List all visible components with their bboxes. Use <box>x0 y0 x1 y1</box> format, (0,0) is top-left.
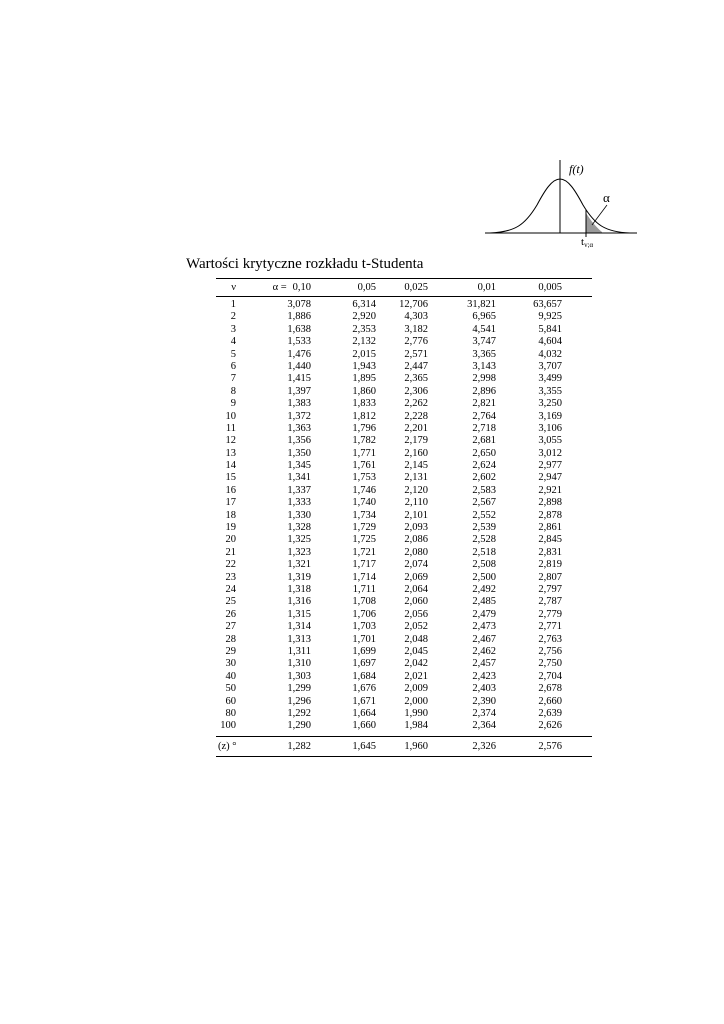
z-cell: 1,645 <box>352 740 376 752</box>
value-cell: 1,714 <box>352 571 376 583</box>
df-cell: 27 <box>225 621 236 633</box>
value-cell: 2,518 <box>472 546 496 558</box>
value-cell: 1,356 <box>287 435 311 447</box>
value-cell: 2,120 <box>404 484 428 496</box>
value-cell: 2,756 <box>538 645 562 657</box>
table-row <box>216 596 592 608</box>
alpha-eq-label: α = <box>272 282 287 293</box>
table-row <box>216 708 592 720</box>
value-cell: 1,319 <box>287 571 311 583</box>
value-cell: 2,624 <box>472 460 496 472</box>
table-row <box>216 621 592 633</box>
value-cell: 2,678 <box>538 683 562 695</box>
table-row <box>216 634 592 646</box>
header-alpha-value: 0,10 <box>292 282 311 293</box>
z-cell: 1,960 <box>404 740 428 752</box>
value-cell: 1,310 <box>287 658 311 670</box>
value-cell: 1,533 <box>287 336 311 348</box>
value-cell: 2,403 <box>472 683 496 695</box>
header-alpha-2: 0,05 <box>357 282 376 293</box>
header-alpha-3: 0,025 <box>404 282 428 293</box>
z-cell: 2,576 <box>538 740 562 752</box>
value-cell: 3,182 <box>404 323 428 335</box>
table-row <box>216 696 592 708</box>
value-cell: 2,650 <box>472 447 496 459</box>
density-curve-diagram <box>485 155 645 255</box>
header-alpha-5: 0,005 <box>538 282 562 293</box>
df-cell: 17 <box>225 497 236 509</box>
value-cell: 2,052 <box>404 621 428 633</box>
table-row <box>216 547 592 559</box>
table-bottom-rule <box>216 756 592 757</box>
value-cell: 2,528 <box>472 534 496 546</box>
value-cell: 1,740 <box>352 497 376 509</box>
value-cell: 1,440 <box>287 360 311 372</box>
critical-t-label <box>581 236 593 251</box>
value-cell: 2,473 <box>472 621 496 633</box>
value-cell: 3,078 <box>287 299 311 310</box>
value-cell: 2,776 <box>404 336 428 348</box>
value-cell: 4,541 <box>472 323 496 335</box>
shaded-tail-area <box>586 213 602 233</box>
df-cell: 40 <box>225 670 236 682</box>
table-row <box>216 448 592 460</box>
value-cell: 2,681 <box>472 435 496 447</box>
df-cell: 13 <box>225 447 236 459</box>
value-cell: 1,711 <box>352 583 376 595</box>
table-row <box>216 411 592 423</box>
table-row <box>216 720 592 732</box>
value-cell: 1,782 <box>352 435 376 447</box>
value-cell: 2,485 <box>472 596 496 608</box>
value-cell: 2,771 <box>538 621 562 633</box>
value-cell: 1,328 <box>287 522 311 534</box>
z-row <box>216 737 592 756</box>
table-row <box>216 510 592 522</box>
value-cell: 1,383 <box>287 398 311 410</box>
value-cell: 63,657 <box>533 299 562 310</box>
table-row <box>216 311 592 323</box>
value-cell: 2,110 <box>404 497 428 509</box>
value-cell: 3,169 <box>538 410 562 422</box>
value-cell: 1,697 <box>352 658 376 670</box>
table-body <box>216 299 592 733</box>
value-cell: 2,179 <box>404 435 428 447</box>
value-cell: 1,701 <box>352 633 376 645</box>
df-cell: 6 <box>230 360 236 372</box>
value-cell: 1,746 <box>352 484 376 496</box>
value-cell: 3,707 <box>538 360 562 372</box>
value-cell: 2,042 <box>404 658 428 670</box>
table-row <box>216 485 592 497</box>
value-cell: 3,012 <box>538 447 562 459</box>
value-cell: 3,365 <box>472 348 496 360</box>
z-cell: 2,326 <box>472 740 496 752</box>
value-cell: 2,552 <box>472 509 496 521</box>
table-row <box>216 572 592 584</box>
value-cell: 1,812 <box>352 410 376 422</box>
value-cell: 9,925 <box>538 311 562 323</box>
value-cell: 2,787 <box>538 596 562 608</box>
value-cell: 1,296 <box>287 695 311 707</box>
table-row <box>216 522 592 534</box>
value-cell: 2,262 <box>404 398 428 410</box>
value-cell: 4,604 <box>538 336 562 348</box>
value-cell: 1,708 <box>352 596 376 608</box>
value-cell: 2,000 <box>404 695 428 707</box>
table-row <box>216 646 592 658</box>
df-cell: 1 <box>230 299 236 310</box>
header-bottom-rule <box>216 296 592 297</box>
table-row <box>216 460 592 472</box>
value-cell: 2,228 <box>404 410 428 422</box>
value-cell: 1,703 <box>352 621 376 633</box>
value-cell: 2,977 <box>538 460 562 472</box>
value-cell: 1,415 <box>287 373 311 385</box>
value-cell: 3,747 <box>472 336 496 348</box>
value-cell: 1,321 <box>287 559 311 571</box>
value-cell: 2,479 <box>472 608 496 620</box>
table-row <box>216 336 592 348</box>
df-cell: 8 <box>230 385 236 397</box>
z-cell: 1,282 <box>287 740 311 752</box>
table-row <box>216 373 592 385</box>
table-row <box>216 349 592 361</box>
value-cell: 3,355 <box>538 385 562 397</box>
value-cell: 2,704 <box>538 670 562 682</box>
table-row <box>216 423 592 435</box>
table-row <box>216 361 592 373</box>
value-cell: 2,764 <box>472 410 496 422</box>
value-cell: 2,060 <box>404 596 428 608</box>
value-cell: 2,998 <box>472 373 496 385</box>
value-cell: 1,717 <box>352 559 376 571</box>
df-cell: 25 <box>225 596 236 608</box>
value-cell: 2,821 <box>472 398 496 410</box>
value-cell: 1,771 <box>352 447 376 459</box>
df-cell: 5 <box>230 348 236 360</box>
table-row <box>216 324 592 336</box>
value-cell: 2,160 <box>404 447 428 459</box>
value-cell: 5,841 <box>538 323 562 335</box>
header-alpha-1 <box>251 279 311 296</box>
value-cell: 2,132 <box>352 336 376 348</box>
value-cell: 3,106 <box>538 422 562 434</box>
header-alpha-4: 0,01 <box>477 282 496 293</box>
value-cell: 6,314 <box>352 299 376 310</box>
value-cell: 2,920 <box>352 311 376 323</box>
ft-label: f(t) <box>569 162 584 176</box>
page-title: Wartości krytyczne rozkładu t-Studenta <box>186 256 424 272</box>
value-cell: 2,602 <box>472 472 496 484</box>
value-cell: 1,397 <box>287 385 311 397</box>
value-cell: 1,638 <box>287 323 311 335</box>
value-cell: 1,761 <box>352 460 376 472</box>
df-cell: 15 <box>225 472 236 484</box>
value-cell: 2,639 <box>538 707 562 719</box>
value-cell: 2,819 <box>538 559 562 571</box>
df-cell: 16 <box>225 484 236 496</box>
value-cell: 2,074 <box>404 559 428 571</box>
value-cell: 1,363 <box>287 422 311 434</box>
value-cell: 2,807 <box>538 571 562 583</box>
value-cell: 2,718 <box>472 422 496 434</box>
value-cell: 1,292 <box>287 707 311 719</box>
value-cell: 2,353 <box>352 323 376 335</box>
value-cell: 2,896 <box>472 385 496 397</box>
value-cell: 2,921 <box>538 484 562 496</box>
value-cell: 2,457 <box>472 658 496 670</box>
value-cell: 2,009 <box>404 683 428 695</box>
table-row <box>216 398 592 410</box>
value-cell: 2,045 <box>404 645 428 657</box>
df-cell: 9 <box>230 398 236 410</box>
value-cell: 2,145 <box>404 460 428 472</box>
value-cell: 1,303 <box>287 670 311 682</box>
value-cell: 1,325 <box>287 534 311 546</box>
value-cell: 1,671 <box>352 695 376 707</box>
value-cell: 1,729 <box>352 522 376 534</box>
table-row <box>216 584 592 596</box>
value-cell: 2,064 <box>404 583 428 595</box>
value-cell: 1,345 <box>287 460 311 472</box>
header-nu: ν <box>231 282 236 293</box>
value-cell: 1,734 <box>352 509 376 521</box>
df-cell: 26 <box>225 608 236 620</box>
value-cell: 2,365 <box>404 373 428 385</box>
value-cell: 1,314 <box>287 621 311 633</box>
df-cell: 3 <box>230 323 236 335</box>
df-cell: 50 <box>225 683 236 695</box>
value-cell: 2,101 <box>404 509 428 521</box>
table-header <box>216 279 592 296</box>
df-cell: 11 <box>225 422 236 434</box>
value-cell: 1,990 <box>404 707 428 719</box>
value-cell: 2,131 <box>404 472 428 484</box>
value-cell: 2,364 <box>472 720 496 732</box>
value-cell: 2,571 <box>404 348 428 360</box>
value-cell: 1,372 <box>287 410 311 422</box>
value-cell: 1,299 <box>287 683 311 695</box>
df-cell: 29 <box>225 645 236 657</box>
value-cell: 31,821 <box>467 299 496 310</box>
df-cell: 23 <box>225 571 236 583</box>
value-cell: 1,676 <box>352 683 376 695</box>
value-cell: 2,056 <box>404 608 428 620</box>
table-row <box>216 435 592 447</box>
critical-values-table <box>216 278 592 757</box>
value-cell: 1,664 <box>352 707 376 719</box>
value-cell: 2,306 <box>404 385 428 397</box>
value-cell: 2,779 <box>538 608 562 620</box>
value-cell: 2,201 <box>404 422 428 434</box>
df-cell: 22 <box>225 559 236 571</box>
value-cell: 1,660 <box>352 720 376 732</box>
value-cell: 12,706 <box>399 299 428 310</box>
value-cell: 2,567 <box>472 497 496 509</box>
table-row <box>216 534 592 546</box>
alpha-pointer-line <box>592 205 607 225</box>
value-cell: 2,048 <box>404 633 428 645</box>
value-cell: 1,725 <box>352 534 376 546</box>
value-cell: 1,699 <box>352 645 376 657</box>
df-cell: 60 <box>225 695 236 707</box>
value-cell: 2,015 <box>352 348 376 360</box>
df-cell: 20 <box>225 534 236 546</box>
df-cell: 10 <box>225 410 236 422</box>
value-cell: 2,093 <box>404 522 428 534</box>
value-cell: 1,476 <box>287 348 311 360</box>
table-row <box>216 472 592 484</box>
value-cell: 1,753 <box>352 472 376 484</box>
df-cell: 2 <box>230 311 236 323</box>
df-cell: 7 <box>230 373 236 385</box>
value-cell: 2,539 <box>472 522 496 534</box>
value-cell: 1,330 <box>287 509 311 521</box>
value-cell: 2,390 <box>472 695 496 707</box>
t-subscript: v;α <box>584 241 594 249</box>
value-cell: 2,750 <box>538 658 562 670</box>
alpha-label: α <box>603 190 610 205</box>
value-cell: 2,462 <box>472 645 496 657</box>
table-row <box>216 683 592 695</box>
df-cell: 12 <box>225 435 236 447</box>
value-cell: 1,316 <box>287 596 311 608</box>
value-cell: 3,250 <box>538 398 562 410</box>
df-cell: 4 <box>230 336 236 348</box>
value-cell: 2,374 <box>472 707 496 719</box>
value-cell: 2,583 <box>472 484 496 496</box>
value-cell: 1,333 <box>287 497 311 509</box>
t-distribution-figure <box>485 155 645 255</box>
value-cell: 2,086 <box>404 534 428 546</box>
value-cell: 1,341 <box>287 472 311 484</box>
value-cell: 1,833 <box>352 398 376 410</box>
value-cell: 1,721 <box>352 546 376 558</box>
df-cell: 18 <box>225 509 236 521</box>
table-row <box>216 299 592 311</box>
df-cell: 24 <box>225 583 236 595</box>
table-row <box>216 609 592 621</box>
value-cell: 1,886 <box>287 311 311 323</box>
value-cell: 2,069 <box>404 571 428 583</box>
value-cell: 2,492 <box>472 583 496 595</box>
df-cell: 14 <box>225 460 236 472</box>
value-cell: 1,796 <box>352 422 376 434</box>
value-cell: 1,984 <box>404 720 428 732</box>
value-cell: 1,313 <box>287 633 311 645</box>
value-cell: 2,021 <box>404 670 428 682</box>
t-symbol: t <box>581 236 585 248</box>
value-cell: 4,303 <box>404 311 428 323</box>
value-cell: 3,055 <box>538 435 562 447</box>
value-cell: 2,861 <box>538 522 562 534</box>
value-cell: 1,706 <box>352 608 376 620</box>
value-cell: 2,845 <box>538 534 562 546</box>
value-cell: 2,447 <box>404 360 428 372</box>
value-cell: 2,500 <box>472 571 496 583</box>
value-cell: 2,831 <box>538 546 562 558</box>
value-cell: 1,895 <box>352 373 376 385</box>
table-row <box>216 671 592 683</box>
value-cell: 4,032 <box>538 348 562 360</box>
value-cell: 1,350 <box>287 447 311 459</box>
value-cell: 1,337 <box>287 484 311 496</box>
value-cell: 1,290 <box>287 720 311 732</box>
value-cell: 6,965 <box>472 311 496 323</box>
value-cell: 2,508 <box>472 559 496 571</box>
value-cell: 1,943 <box>352 360 376 372</box>
df-cell: 28 <box>225 633 236 645</box>
df-cell: 21 <box>225 546 236 558</box>
value-cell: 2,878 <box>538 509 562 521</box>
value-cell: 3,143 <box>472 360 496 372</box>
df-cell: 100 <box>220 720 236 732</box>
value-cell: 2,467 <box>472 633 496 645</box>
value-cell: 2,423 <box>472 670 496 682</box>
value-cell: 2,660 <box>538 695 562 707</box>
value-cell: 2,763 <box>538 633 562 645</box>
value-cell: 2,947 <box>538 472 562 484</box>
value-cell: 2,626 <box>538 720 562 732</box>
z-row-label: (z) ° <box>218 740 237 752</box>
value-cell: 2,080 <box>404 546 428 558</box>
df-cell: 30 <box>225 658 236 670</box>
value-cell: 1,323 <box>287 546 311 558</box>
df-cell: 80 <box>225 707 236 719</box>
table-row <box>216 497 592 509</box>
value-cell: 1,684 <box>352 670 376 682</box>
value-cell: 1,311 <box>287 645 311 657</box>
value-cell: 1,315 <box>287 608 311 620</box>
value-cell: 2,898 <box>538 497 562 509</box>
table-row <box>216 658 592 670</box>
table-row <box>216 559 592 571</box>
table-row <box>216 386 592 398</box>
value-cell: 1,318 <box>287 583 311 595</box>
value-cell: 1,860 <box>352 385 376 397</box>
value-cell: 3,499 <box>538 373 562 385</box>
value-cell: 2,797 <box>538 583 562 595</box>
df-cell: 19 <box>225 522 236 534</box>
